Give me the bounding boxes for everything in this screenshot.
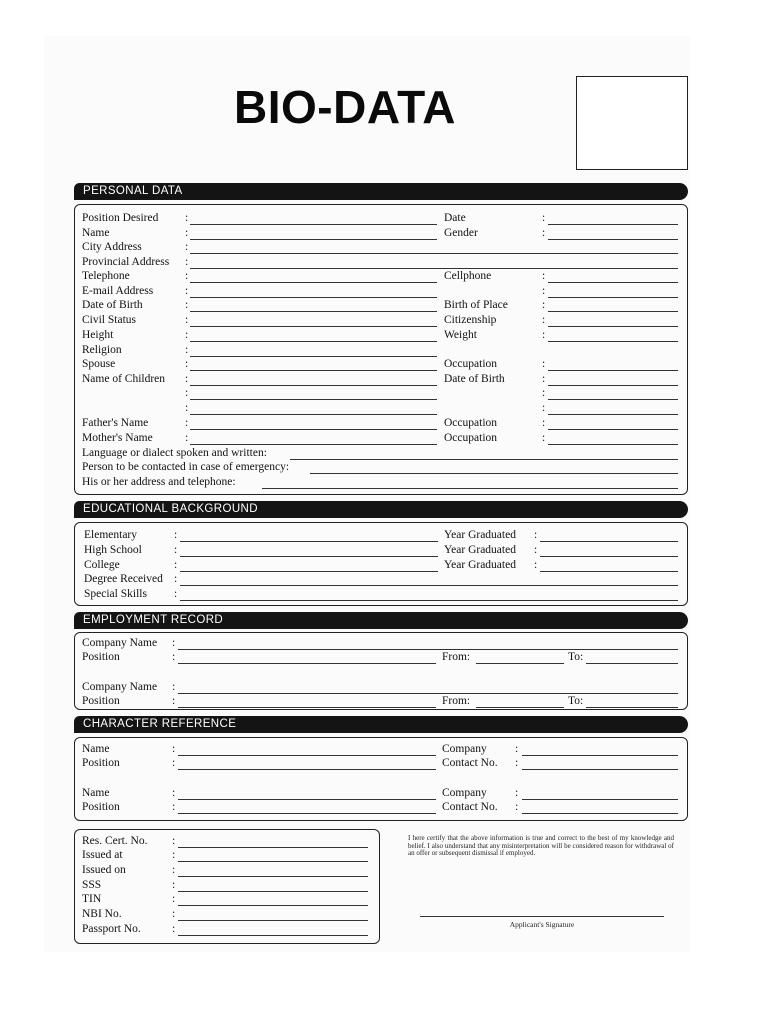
personal-line[interactable] (190, 370, 437, 371)
from-line[interactable] (476, 663, 564, 664)
position-line[interactable] (178, 707, 436, 708)
id-line[interactable] (178, 920, 368, 921)
reference-company-line[interactable] (522, 755, 678, 756)
personal-right-label: Cellphone (444, 270, 492, 282)
reference-colon: : (515, 801, 519, 813)
year-graduated-label: Year Graduated (444, 529, 516, 541)
reference-name-line[interactable] (178, 799, 436, 800)
company-name-line[interactable] (178, 649, 678, 650)
personal-colon: : (185, 314, 189, 326)
from-line[interactable] (476, 707, 564, 708)
personal-label: Spouse (82, 358, 116, 370)
personal-line[interactable] (190, 356, 437, 357)
employment-colon: : (172, 681, 176, 693)
personal-right-colon: : (542, 227, 546, 239)
personal-right-line[interactable] (548, 326, 678, 327)
personal-right-line[interactable] (548, 224, 678, 225)
to-line[interactable] (586, 707, 678, 708)
personal-right-colon: : (542, 387, 546, 399)
section-header-employment: EMPLOYMENT RECORD (74, 612, 688, 629)
personal-colon: : (185, 344, 189, 356)
id-line[interactable] (178, 876, 368, 877)
personal-right-colon: : (542, 432, 546, 444)
personal-line[interactable] (190, 253, 678, 254)
education-label: Elementary (84, 529, 138, 541)
id-label: Issued at (82, 849, 123, 861)
reference-name-line[interactable] (178, 755, 436, 756)
id-colon: : (172, 893, 176, 905)
year-graduated-label: Year Graduated (444, 559, 516, 571)
education-colon: : (174, 588, 178, 600)
id-colon: : (172, 923, 176, 935)
reference-colon: : (172, 801, 176, 813)
emergency-address-label: His or her address and telephone: (82, 476, 236, 488)
personal-right-label: Gender (444, 227, 478, 239)
personal-colon: : (185, 402, 189, 414)
reference-box (74, 737, 688, 821)
personal-right-colon: : (542, 314, 546, 326)
section-header-education: EDUCATIONAL BACKGROUND (74, 501, 688, 518)
personal-line[interactable] (190, 429, 437, 430)
personal-right-line[interactable] (548, 297, 678, 298)
id-colon: : (172, 879, 176, 891)
id-line[interactable] (178, 935, 368, 936)
reference-position-line[interactable] (178, 813, 436, 814)
signature-label: Applicant's Signature (509, 920, 575, 929)
company-name-label: Company Name (82, 637, 158, 649)
id-line[interactable] (178, 861, 368, 862)
personal-right-line[interactable] (548, 282, 678, 283)
position-label: Position (82, 695, 120, 707)
education-colon: : (174, 559, 178, 571)
personal-right-label: Weight (444, 329, 477, 341)
education-box (74, 522, 688, 606)
personal-colon: : (185, 256, 189, 268)
personal-right-colon: : (542, 358, 546, 370)
id-label: Issued on (82, 864, 126, 876)
personal-right-line[interactable] (548, 370, 678, 371)
from-label: From: (442, 651, 471, 663)
reference-colon: : (172, 757, 176, 769)
position-label: Position (82, 651, 120, 663)
personal-right-line[interactable] (548, 311, 678, 312)
personal-label: Religion (82, 344, 122, 356)
personal-right-colon: : (542, 417, 546, 429)
certification-text: I here certify that the above information is true and correct to the best of my knowledge and belief. I also understand that any misinterpretation will be considered reason for withdrawal of an offer or subsequent dismissal if employed. (408, 834, 674, 858)
section-header-reference: CHARACTER REFERENCE (74, 716, 688, 733)
education-colon: : (174, 529, 178, 541)
to-label: To: (568, 695, 584, 707)
reference-position-label: Position (82, 757, 120, 769)
employment-colon: : (172, 637, 176, 649)
personal-right-colon: : (542, 402, 546, 414)
personal-label: E-mail Address (82, 285, 154, 297)
emergency-line[interactable] (310, 473, 678, 474)
personal-right-label: Occupation (444, 417, 498, 429)
personal-label: Mother's Name (82, 432, 153, 444)
education-line[interactable] (180, 571, 438, 572)
personal-line[interactable] (190, 385, 437, 386)
id-colon: : (172, 864, 176, 876)
reference-contact-label: Contact No. (442, 801, 498, 813)
personal-colon: : (185, 329, 189, 341)
form-title: BIO-DATA (234, 81, 457, 133)
emergency-label: Person to be contacted in case of emergency: (82, 461, 290, 473)
id-line[interactable] (178, 905, 368, 906)
id-line[interactable] (178, 847, 368, 848)
personal-right-label: Occupation (444, 432, 498, 444)
id-colon: : (172, 908, 176, 920)
personal-line[interactable] (190, 414, 437, 415)
reference-name-label: Name (82, 743, 110, 755)
personal-right-line[interactable] (548, 385, 678, 386)
personal-right-line[interactable] (548, 239, 678, 240)
id-label: TIN (82, 893, 102, 905)
reference-contact-line[interactable] (522, 813, 678, 814)
personal-line[interactable] (190, 224, 437, 225)
year-graduated-label: Year Graduated (444, 544, 516, 556)
personal-line[interactable] (190, 399, 437, 400)
employment-colon: : (172, 651, 176, 663)
education-line[interactable] (180, 556, 438, 557)
personal-colon: : (185, 358, 189, 370)
personal-colon: : (185, 299, 189, 311)
personal-colon: : (185, 432, 189, 444)
reference-colon: : (172, 787, 176, 799)
from-label: From: (442, 695, 471, 707)
personal-right-label: Date (444, 212, 466, 224)
year-graduated-line[interactable] (540, 541, 678, 542)
personal-label: Provincial Address (82, 256, 170, 268)
personal-right-colon: : (542, 270, 546, 282)
personal-label: Name of Children (82, 373, 166, 385)
education-right-colon: : (534, 544, 538, 556)
personal-line[interactable] (190, 311, 437, 312)
reference-company-label: Company (442, 787, 487, 799)
personal-right-label: Birth of Place (444, 299, 508, 311)
personal-right-line[interactable] (548, 399, 678, 400)
personal-line[interactable] (190, 297, 437, 298)
personal-colon: : (185, 241, 189, 253)
personal-right-colon: : (542, 285, 546, 297)
personal-label: Civil Status (82, 314, 136, 326)
year-graduated-line[interactable] (540, 571, 678, 572)
id-label: Res. Cert. No. (82, 835, 148, 847)
personal-colon: : (185, 270, 189, 282)
personal-right-line[interactable] (548, 341, 678, 342)
to-line[interactable] (586, 663, 678, 664)
language-label: Language or dialect spoken and written: (82, 447, 267, 459)
education-label: College (84, 559, 120, 571)
personal-label: Position Desired (82, 212, 159, 224)
id-colon: : (172, 835, 176, 847)
personal-right-line[interactable] (548, 429, 678, 430)
reference-position-label: Position (82, 801, 120, 813)
personal-line[interactable] (190, 282, 437, 283)
personal-colon: : (185, 212, 189, 224)
personal-label: Name (82, 227, 110, 239)
education-right-colon: : (534, 529, 538, 541)
reference-colon: : (515, 757, 519, 769)
personal-label: Date of Birth (82, 299, 143, 311)
reference-colon: : (515, 743, 519, 755)
employment-colon: : (172, 695, 176, 707)
id-colon: : (172, 849, 176, 861)
personal-line[interactable] (190, 341, 437, 342)
personal-label: Height (82, 329, 114, 341)
reference-name-label: Name (82, 787, 110, 799)
reference-contact-line[interactable] (522, 769, 678, 770)
section-header-personal: PERSONAL DATA (74, 183, 688, 200)
personal-right-label: Occupation (444, 358, 498, 370)
id-label: NBI No. (82, 908, 122, 920)
reference-position-line[interactable] (178, 769, 436, 770)
education-colon: : (174, 573, 178, 585)
education-line[interactable] (180, 541, 438, 542)
education-line[interactable] (180, 585, 678, 586)
personal-right-line[interactable] (548, 414, 678, 415)
personal-label: City Address (82, 241, 142, 253)
personal-label: Father's Name (82, 417, 149, 429)
signature-line[interactable] (420, 916, 664, 917)
personal-colon: : (185, 417, 189, 429)
personal-line[interactable] (190, 268, 678, 269)
personal-right-colon: : (542, 212, 546, 224)
education-right-colon: : (534, 559, 538, 571)
company-name-label: Company Name (82, 681, 158, 693)
id-label: SSS (82, 879, 102, 891)
to-label: To: (568, 651, 584, 663)
personal-right-colon: : (542, 329, 546, 341)
emergency-address-line[interactable] (262, 488, 678, 489)
reference-colon: : (515, 787, 519, 799)
personal-colon: : (185, 373, 189, 385)
education-label: High School (84, 544, 142, 556)
education-colon: : (174, 544, 178, 556)
position-line[interactable] (178, 663, 436, 664)
reference-company-label: Company (442, 743, 487, 755)
personal-right-colon: : (542, 299, 546, 311)
personal-colon: : (185, 387, 189, 399)
reference-colon: : (172, 743, 176, 755)
personal-label: Telephone (82, 270, 130, 282)
id-line[interactable] (178, 891, 368, 892)
reference-contact-label: Contact No. (442, 757, 498, 769)
personal-right-label: Date of Birth (444, 373, 505, 385)
photo-box[interactable] (576, 76, 688, 170)
personal-colon: : (185, 285, 189, 297)
year-graduated-line[interactable] (540, 556, 678, 557)
personal-right-line[interactable] (548, 444, 678, 445)
language-line[interactable] (290, 459, 678, 460)
personal-line[interactable] (190, 326, 437, 327)
personal-line[interactable] (190, 444, 437, 445)
personal-colon: : (185, 227, 189, 239)
reference-company-line[interactable] (522, 799, 678, 800)
education-label: Special Skills (84, 588, 147, 600)
employment-box (74, 632, 688, 710)
personal-right-colon: : (542, 373, 546, 385)
education-label: Degree Received (84, 573, 163, 585)
education-line[interactable] (180, 600, 678, 601)
company-name-line[interactable] (178, 693, 678, 694)
personal-line[interactable] (190, 239, 437, 240)
id-label: Passport No. (82, 923, 141, 935)
personal-right-label: Citizenship (444, 314, 497, 326)
